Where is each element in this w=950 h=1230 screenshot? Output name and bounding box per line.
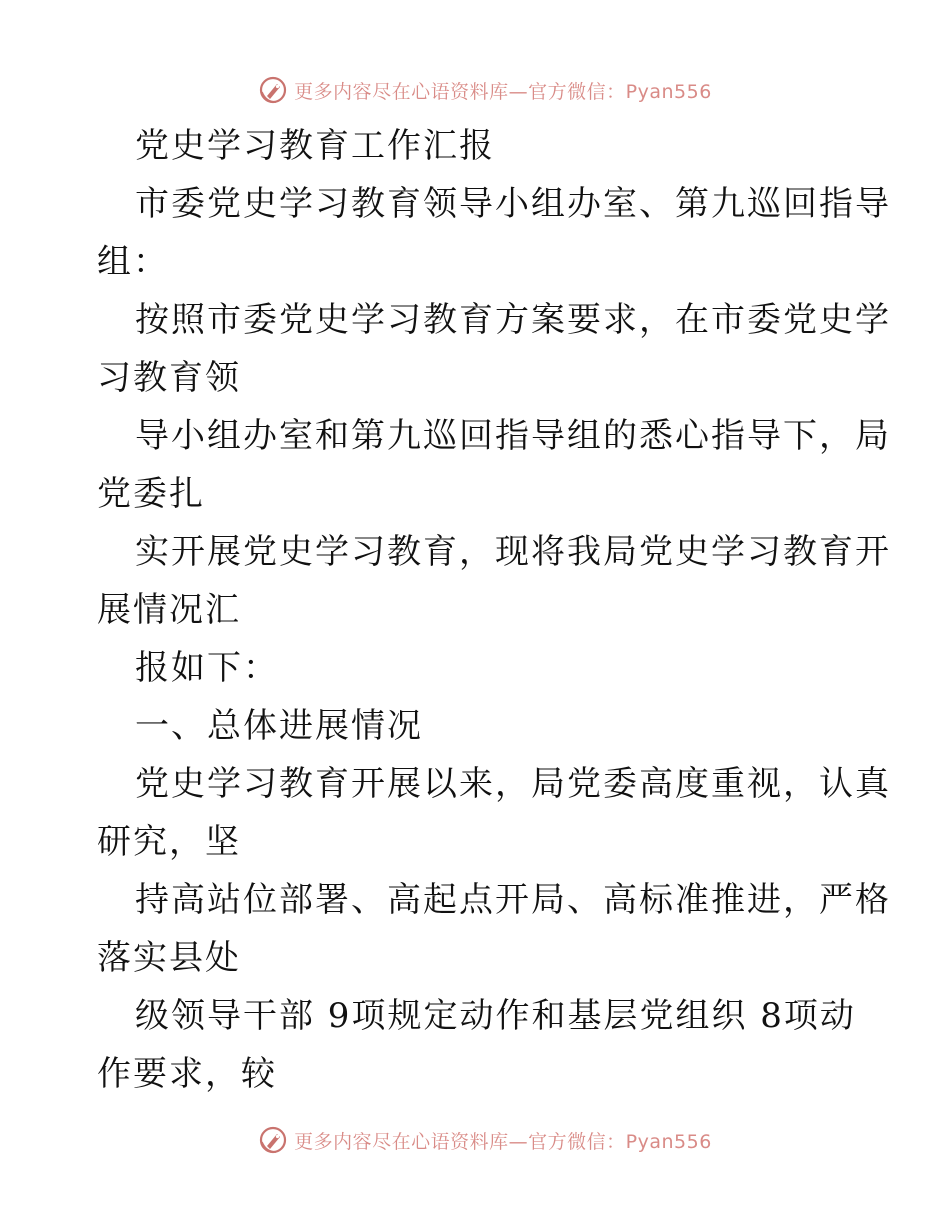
header-watermark (0, 70, 950, 110)
text-line: 党委扎 (97, 474, 205, 514)
text-line: 展情况汇 (97, 590, 241, 630)
text-line: 落实县处 (97, 938, 241, 978)
document-body (97, 117, 891, 1103)
watermark-text: 更多内容尽在心语资料库—官方微信：Pyan556 (294, 80, 712, 103)
text-line: 实开展党史学习教育，现将我局党史学习教育开 (135, 532, 891, 572)
text-line: 报如下： (135, 648, 279, 688)
text-line: 市委党史学习教育领导小组办室、第九巡回指导 (135, 184, 891, 224)
text-line: 按照市委党史学习教育方案要求，在市委党史学 (135, 300, 891, 340)
text-line: 组： (97, 242, 169, 282)
text-line: 一、总体进展情况 (135, 706, 423, 746)
watermark-text: 更多内容尽在心语资料库—官方微信：Pyan556 (294, 1130, 712, 1153)
pen-nib-logo-icon (258, 1125, 288, 1155)
pen-nib-logo-icon (258, 75, 288, 105)
text-line: 级领导干部 9项规定动作和基层党组织 8项动 (135, 996, 856, 1036)
text-line: 习教育领 (97, 358, 241, 398)
text-line: 导小组办室和第九巡回指导组的悉心指导下，局 (135, 416, 891, 456)
text-line: 研究，坚 (97, 822, 241, 862)
text-line: 持高站位部署、高起点开局、高标准推进，严格 (135, 880, 891, 920)
text-line: 作要求，较 (97, 1054, 277, 1094)
text-line: 党史学习教育工作汇报 (135, 126, 495, 166)
footer-watermark (0, 1120, 950, 1160)
text-line: 党史学习教育开展以来，局党委高度重视，认真 (135, 764, 891, 804)
